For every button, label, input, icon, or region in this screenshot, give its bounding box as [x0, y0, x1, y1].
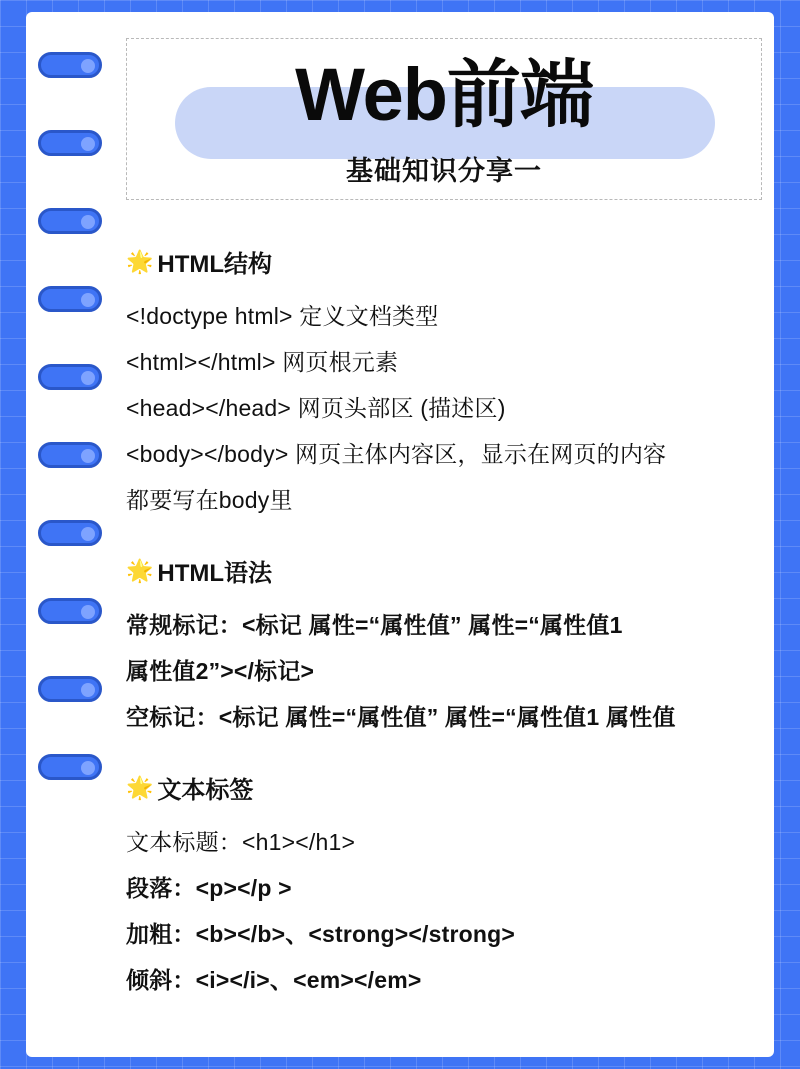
- section-heading-label: 文本标签: [157, 777, 254, 804]
- section-heading: [126, 553, 760, 588]
- content-line: 常规标记：<标记 属性=“属性值” 属性=“属性值1: [126, 612, 623, 638]
- content-line: 都要写在body里: [126, 487, 293, 513]
- binder-ring: [38, 52, 102, 78]
- content-line: 段落：<p></p >: [126, 875, 292, 901]
- title-block: [126, 38, 762, 200]
- note-content: [126, 12, 774, 1057]
- content-line: 加粗：<b></b>、<strong></strong>: [126, 921, 516, 947]
- section-heading-label: HTML语法: [157, 560, 273, 587]
- content-line: 属性值2”></标记>: [126, 658, 315, 684]
- binder-ring: [38, 754, 102, 780]
- note-paper: [26, 12, 774, 1057]
- content-line: 倾斜：<i></i>、<em></em>: [126, 967, 422, 993]
- binder-ring: [38, 130, 102, 156]
- section-heading-label: HTML结构: [157, 251, 273, 278]
- star-icon: 🌟: [126, 557, 154, 583]
- binder-ring: [38, 598, 102, 624]
- page-subtitle: 基础知识分享一: [346, 156, 542, 186]
- star-icon: 🌟: [126, 774, 154, 800]
- content-line: <html></html> 网页根元素: [126, 349, 399, 375]
- content-line: 文本标题：<h1></h1>: [126, 829, 356, 855]
- binder-ring: [38, 442, 102, 468]
- section-html-structure: [126, 244, 760, 523]
- content-line: <!doctype html> 定义文档类型: [126, 303, 439, 329]
- page-title: Web前端: [295, 53, 593, 136]
- binder-ring: [38, 364, 102, 390]
- spiral-binding: [38, 52, 108, 852]
- binder-ring: [38, 676, 102, 702]
- section-heading: [126, 244, 760, 279]
- content-line: 空标记：<标记 属性=“属性值” 属性=“属性值1 属性值: [126, 704, 676, 730]
- section-text-tags: [126, 770, 760, 1003]
- section-html-syntax: [126, 553, 760, 740]
- star-icon: 🌟: [126, 248, 154, 274]
- binder-ring: [38, 286, 102, 312]
- binder-ring: [38, 208, 102, 234]
- content-line: <body></body> 网页主体内容区，显示在网页的内容: [126, 441, 667, 467]
- section-heading: [126, 770, 760, 805]
- binder-ring: [38, 520, 102, 546]
- content-line: <head></head> 网页头部区 (描述区): [126, 395, 506, 421]
